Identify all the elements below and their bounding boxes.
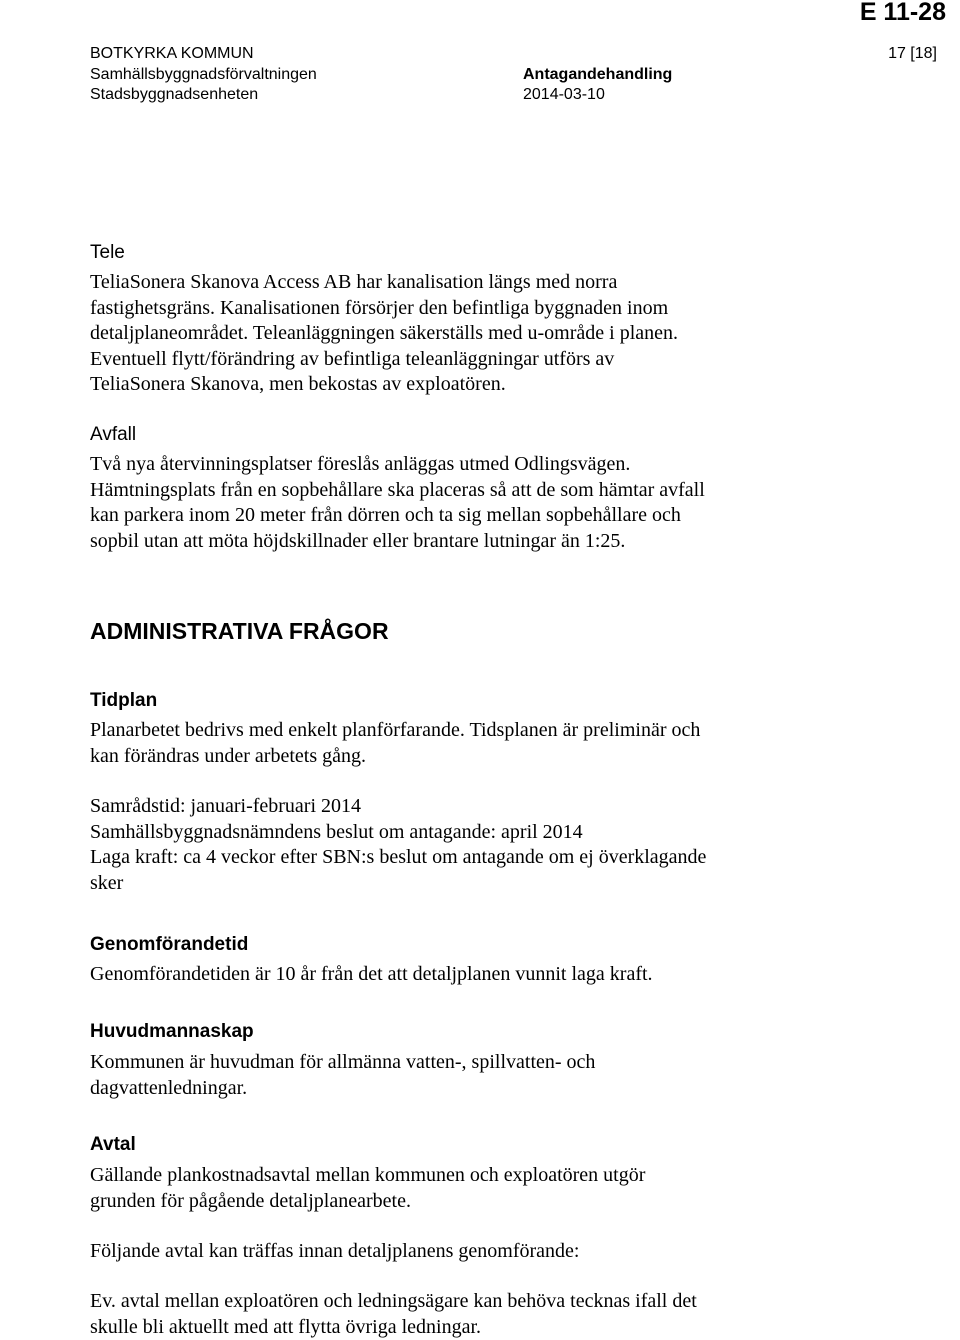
text-line: grunden för pågående detaljplanearbete. xyxy=(90,1189,411,1212)
text-line: kan parkera inom 20 meter från dörren och ta sig mellan sopbehållare och xyxy=(90,504,681,526)
text-line: Genomförandetiden är 10 år från det att detaljplanen vunnit laga kraft. xyxy=(90,963,653,985)
tidplan-schedule xyxy=(90,794,890,896)
text-line: Eventuell flytt/förändring av befintliga teleanläggningar utförs av xyxy=(90,347,615,370)
section-heading-tidplan: Tidplan xyxy=(90,690,158,711)
section-body-tidplan xyxy=(90,718,890,769)
schedule-line: Samhällsbyggnadsnämndens beslut om antagande: april 2014 xyxy=(90,820,583,843)
header-unit: Stadsbyggnadsenheten xyxy=(90,86,259,103)
text-line: sopbil utan att möta höjdskillnader eller brantare lutningar än 1:25. xyxy=(90,529,626,552)
document-code: E 11-28 xyxy=(859,0,946,26)
text-line: Hämtningsplats från en sopbehållare ska placeras så att de som hämtar avfall xyxy=(90,478,705,501)
text-line: Gällande plankostnadsavtal mellan kommunen och exploatören utgör xyxy=(90,1164,646,1186)
section-body-avfall xyxy=(90,452,890,554)
text-line: TeliaSonera Skanova, men bekostas av exploatören. xyxy=(90,373,506,395)
schedule-line: sker xyxy=(90,871,124,894)
text-line: Två nya återvinningsplatser föreslås anläggas utmed Odlingsvägen. xyxy=(90,453,631,475)
avtal-final xyxy=(90,1289,890,1340)
text-line: skulle bli aktuellt med att flytta övriga ledningar. xyxy=(90,1315,482,1338)
text-line: Följande avtal kan träffas innan detaljplanens genomförande: xyxy=(90,1240,580,1262)
header-page-number: 17 [18] xyxy=(888,45,937,62)
header-department: Samhällsbyggnadsförvaltningen xyxy=(90,66,317,83)
header-org: BOTKYRKA KOMMUN xyxy=(90,45,254,62)
schedule-line: Samrådstid: januari-februari 2014 xyxy=(90,795,362,817)
avtal-intro xyxy=(90,1239,890,1265)
header-doc-type: Antagandehandling xyxy=(523,66,673,83)
header-date: 2014-03-10 xyxy=(523,86,605,103)
section-body-avtal xyxy=(90,1163,890,1214)
text-line: Ev. avtal mellan exploatören och ledningsägare kan behöva tecknas ifall det xyxy=(90,1290,697,1312)
section-heading-tele: Tele xyxy=(90,242,125,263)
schedule-line: Laga kraft: ca 4 veckor efter SBN:s beslut om antagande om ej överklagande xyxy=(90,846,707,868)
text-line: Kommunen är huvudman för allmänna vatten-, spillvatten- och xyxy=(90,1051,596,1073)
text-line: dagvattenledningar. xyxy=(90,1076,248,1099)
text-line: TeliaSonera Skanova Access AB har kanalisation längs med norra xyxy=(90,271,618,293)
section-body-huvudmannaskap xyxy=(90,1050,890,1101)
section-heading-genomforandetid: Genomförandetid xyxy=(90,934,249,955)
section-body-genomforandetid xyxy=(90,962,890,988)
text-line: fastighetsgräns. Kanalisationen försörjer den befintliga byggnaden inom xyxy=(90,296,669,319)
section-heading-huvudmannaskap: Huvudmannaskap xyxy=(90,1021,254,1042)
text-line: detaljplaneområdet. Teleanläggningen säkerställs med u-område i planen. xyxy=(90,322,679,344)
section-heading-avfall: Avfall xyxy=(90,424,137,445)
text-line: kan förändras under arbetets gång. xyxy=(90,744,366,767)
section-heading-avtal: Avtal xyxy=(90,1134,136,1155)
section-body-tele xyxy=(90,270,890,398)
text-line: Planarbetet bedrivs med enkelt planförfarande. Tidsplanen är preliminär och xyxy=(90,719,701,741)
chapter-heading-administrativa: ADMINISTRATIVA FRÅGOR xyxy=(90,618,389,644)
